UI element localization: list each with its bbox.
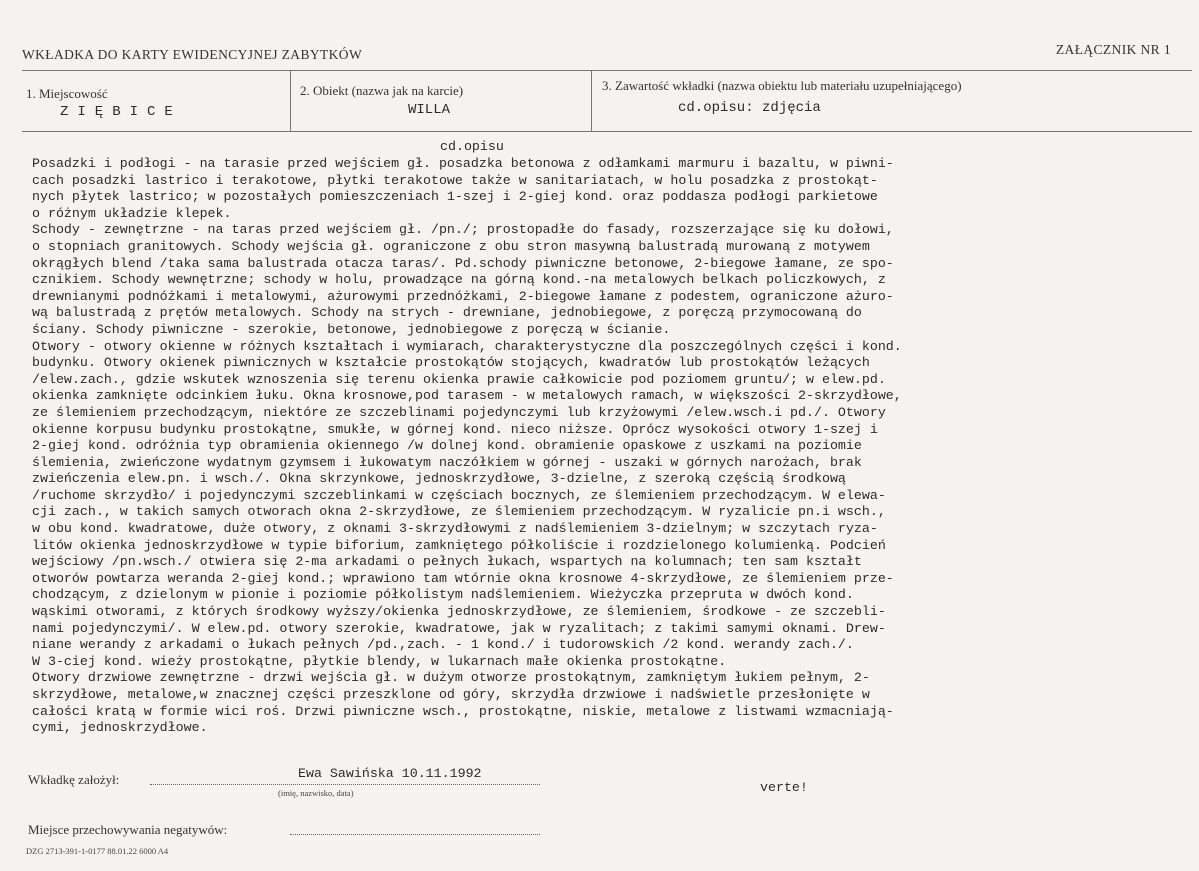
- description-line: skrzydłowe, metalowe,w znacznej części przeszklone od góry, skrzydła drzwiowe i nadświetle przesłonięte w: [32, 687, 870, 702]
- field-value-locality: ZIĘBICE: [60, 104, 182, 120]
- description-line: cznikiem. Schody wewnętrzne; schody w holu, prowadzące na górną kond.-na metalowych belkach policzkowych, z: [32, 272, 886, 288]
- fields-bottom-rule: [22, 131, 1192, 132]
- field-divider-1: [290, 70, 291, 131]
- description-line: Otwory - otwory okienne w różnych kształtach i wymiarach, charakterystyczne dla poszczególnych części i kond.: [32, 338, 902, 354]
- field-divider-2: [591, 70, 592, 131]
- description-line: budynku. Otwory okienek piwnicznych w kształcie prostokątów stojących, kwadratów lub prostokątów leżących: [32, 355, 870, 371]
- description-line: chodzącym, z dzielonym w pionie i poziomie półkolistym nadślemieniem. Wieżyczka przepruta w dwóch kond.: [32, 587, 854, 603]
- description-line: ślemienia, zwieńczone wydatnym gzymsem i łukowatym naczółkiem w górnej - uszaki w górnych narożach, brak: [32, 454, 862, 470]
- author-value: Ewa Sawińska 10.11.1992: [298, 766, 482, 781]
- description-line: wąskimi otworami, z których środkowy wyższy/okienka jednoskrzydłowe, ze ślemieniem, środkowe - ze szczebli-: [32, 604, 886, 620]
- description-line: /ruchome skrzydło/ i pojedynczymi szczeblinkami w częściach bocznych, ze ślemieniem przechodzącym. W elewa-: [32, 487, 886, 503]
- description-line: Schody - zewnętrzne - na taras przed wejściem gł. /pn./; prostopadłe do fasady, rozszerzające się ku dołowi,: [32, 222, 894, 238]
- description-line: zwieńczenia elew.pn. i wsch./. Okna skrzynkowe, jednoskrzydłowe, 3-dzielne, z szeroką częścią środkową: [32, 471, 846, 487]
- annex-number: ZAŁĄCZNIK NR 1: [1055, 42, 1171, 57]
- description-line: całości kratą w formie wici roś. Drzwi piwniczne wsch., prostokątne, niskie, metalowe z listwami wzmacniają-: [32, 703, 894, 719]
- description-line: /elew.zach., gdzie wskutek wznoszenia się terenu okienka prawie całkowicie pod poziomem gruntu/; w elew.pd.: [32, 371, 886, 387]
- description-line: wą balustradą z prętów metalowych. Schody na strych - drewniane, jednobiegowe, z poręczą przymocowaną do: [32, 305, 862, 321]
- description-line: 2-giej kond. odróżnia typ obramienia okiennego /w dolnej kond. obramienie opaskowe z uszkami na poziomie: [32, 438, 862, 454]
- description-line: cymi, jednoskrzydłowe.: [32, 720, 208, 736]
- field-label-object: 2. Obiekt (nazwa jak na karcie): [300, 83, 464, 98]
- description-line: ściany. Schody piwniczne - szerokie, betonowe, jednobiegowe z poręczą w ścianie.: [32, 321, 671, 337]
- description-line: nami pojedynczymi/. W elew.pd. otwory szerokie, kwadratowe, jak w ryzalitach; z takimi samymi oknami. Drew-: [32, 620, 886, 636]
- field-value-contents: cd.opisu: zdjęcia: [678, 100, 821, 116]
- description-line: W 3-ciej kond. wieży prostokątne, płytkie blendy, w lukarnach małe okienka prostokątne.: [32, 653, 727, 669]
- description-heading: cd.opisu: [440, 139, 504, 154]
- field-label-contents: 3. Zawartość wkładki (nazwa obiektu lub materiału uzupełniającego): [602, 78, 962, 93]
- description-line: w obu kond. kwadratowe, duże otwory, z oknami 3-skrzydłowymi z nadślemieniem 3-dzielnym; w szczytach ryza-: [32, 521, 878, 537]
- negatives-line: [290, 834, 540, 835]
- description-line: drewnianymi podnóżkami i metalowymi, ażurowymi przednóżkami, 2-biegowe łamane z podestem, ograniczone ażuro-: [32, 288, 894, 304]
- description-line: litów okienka jednoskrzydłowe w typie biforium, zamkniętego półkoliście i rozdzielonego kolumienką. Podcień: [32, 537, 886, 553]
- description-line: o różnym układzie klepek.: [32, 205, 232, 221]
- description-line: nych płytek lastrico; w pozostałych pomieszczeniach 1-szej i 2-giej kond. oraz poddasza podłogi parkietowe: [32, 189, 878, 205]
- description-line: cji zach., w takich samych otworach okna 2-skrzydłowe, ze ślemieniem przechodzącym. W ryzalicie pn.i wsch.,: [32, 504, 886, 520]
- description-line: niane werandy z arkadami o łukach pełnych /pd.,zach. - 1 kond./ i tudorowskich /2 kond. werandy zach./.: [32, 637, 854, 653]
- header-rule: [22, 70, 1192, 71]
- field-label-locality: 1. Miejscowość: [26, 86, 108, 101]
- author-hint: (imię, nazwisko, data): [278, 788, 354, 798]
- field-value-object: WILLA: [408, 102, 451, 118]
- description-line: ze ślemieniem przechodzącym, niektóre ze szczeblinami pojedynczymi lub krzyżowymi /elew.wsch.i pd./. Otwory: [32, 404, 886, 420]
- verte-note: verte!: [760, 780, 808, 795]
- author-line: [150, 784, 540, 785]
- negatives-label: Miejsce przechowywania negatywów:: [28, 822, 228, 837]
- description-line: Posadzki i podłogi - na tarasie przed wejściem gł. posadzka betonowa z odłamkami marmuru i bazaltu, w piwni-: [32, 156, 894, 171]
- description-line: okienka zamknięte odcinkiem łuku. Okna krosnowe,pod tarasem - w metalowych ramach, w większości 2-skrzydłowe,: [32, 388, 902, 404]
- description-line: okrągłych blend /taka sama balustrada otacza taras/. Pd.schody piwniczne betonowe, 2-biegowe łamane, ze spo-: [32, 255, 894, 271]
- description-line: wejściowy /pn.wsch./ otwiera się 2-ma arkadami o pełnych łukach, wspartych na kolumnach; ten sam kształt: [32, 554, 862, 570]
- description-text: [32, 156, 1199, 737]
- author-label: Wkładkę założył:: [28, 772, 120, 787]
- description-line: otworów powtarza weranda 2-giej kond.; wprawiono tam wtórnie okna krosnowe 4-skrzydłowe, ze ślemieniem prze-: [32, 570, 894, 586]
- print-code: DZG 2713-391-1-0177 88.01.22 6000 A4: [26, 846, 169, 856]
- description-line: o stopniach granitowych. Schody wejścia gł. ograniczone z obu stron masywną balustradą murowaną z motywem: [32, 238, 870, 254]
- description-line: cach posadzki lastrico i terakotowe, płytki terakotowe także w sanitariatach, w holu posadzka z prostokąt-: [32, 172, 878, 188]
- form-title: WKŁADKA DO KARTY EWIDENCYJNEJ ZABYTKÓW: [22, 47, 363, 62]
- description-line: okienne korpusu budynku prostokątne, smukłe, w górnej kond. nieco niższe. Oprócz wysokości otwory 1-szej i: [32, 421, 878, 437]
- description-line: Otwory drzwiowe zewnętrzne - drzwi wejścia gł. w dużym otworze prostokątnym, zamkniętym łukiem pełnym, 2-: [32, 670, 870, 686]
